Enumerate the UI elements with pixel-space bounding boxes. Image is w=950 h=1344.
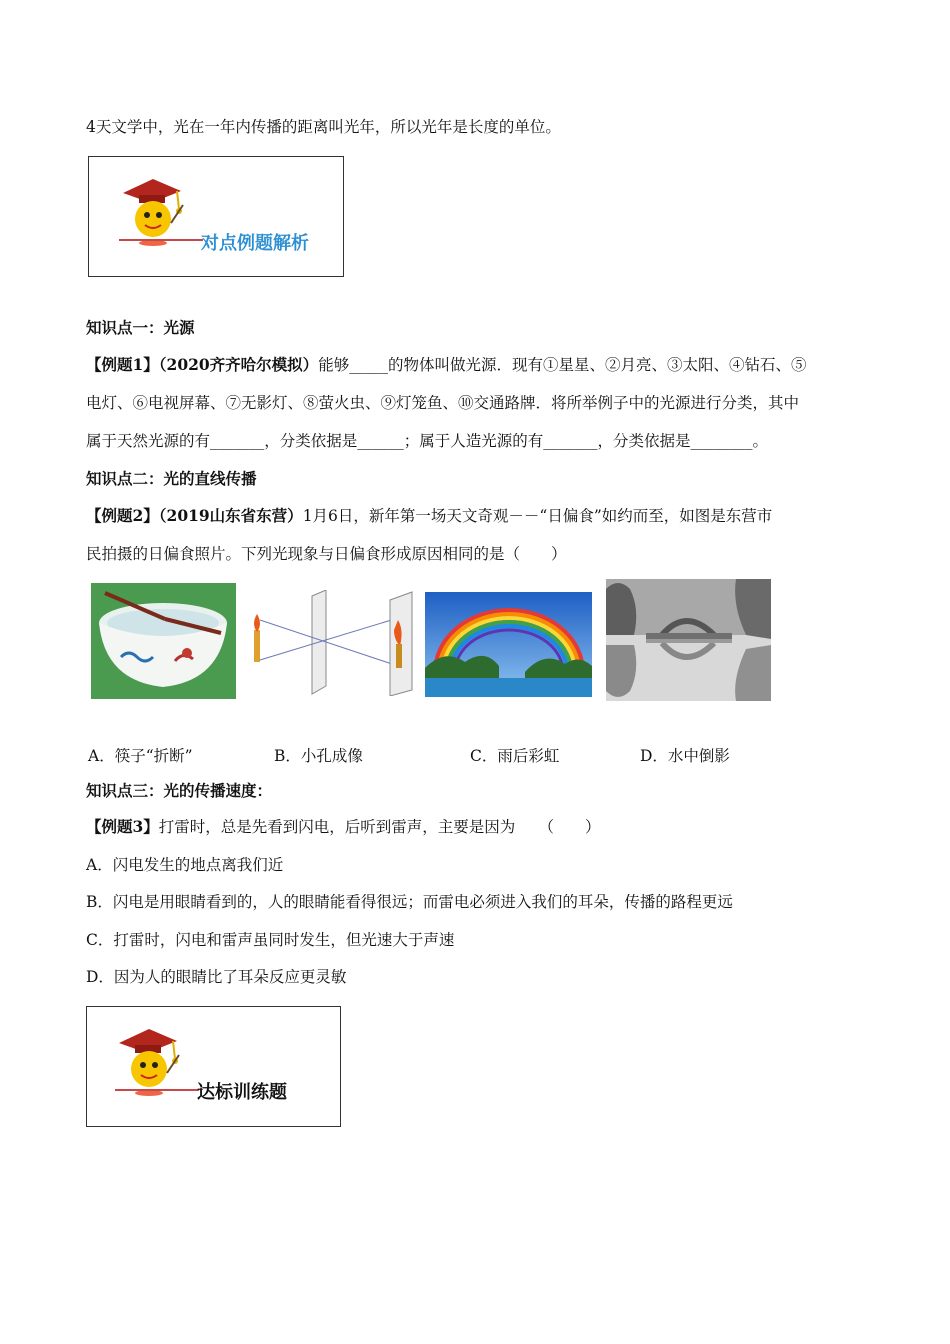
- example-1-line-1: [86, 355, 806, 375]
- example-3-option-c: C．打雷时，闪电和雷声虽同时发生，但光速大于声速: [86, 931, 455, 949]
- image-chopstick-bowl: [91, 583, 236, 699]
- example-source: （2020齐齐哈尔模拟）: [158, 355, 319, 374]
- section-banner-examples: [88, 156, 344, 277]
- example-tag: 【例题3】: [86, 817, 159, 836]
- section-banner-training: [86, 1006, 341, 1127]
- knowledge-point-1: 知识点一：光源: [86, 318, 195, 337]
- example-tag: 【例题2】: [86, 506, 159, 525]
- mascot-icon: [115, 173, 195, 247]
- example-3-option-b: B．闪电是用眼睛看到的，人的眼睛能看得很远；而雷电必须进入我们的耳朵，传播的路程更远: [86, 893, 733, 911]
- example-3-option-d: D．因为人的眼睛比了耳朵反应更灵敏: [86, 968, 347, 986]
- knowledge-point-3: 知识点三：光的传播速度：: [86, 781, 273, 800]
- option-b: B．小孔成像: [274, 747, 363, 765]
- example-3-option-a: A．闪电发生的地点离我们近: [86, 856, 284, 874]
- intro-text: 4天文学中，光在一年内传播的距离叫光年，所以光年是长度的单位。: [86, 118, 561, 136]
- option-a: A．筷子“折断”: [88, 747, 193, 765]
- example-tag: 【例题1】: [86, 355, 159, 374]
- banner-underline: [119, 239, 203, 241]
- example-1-line-3: 属于天然光源的有_______，分类依据是______；属于人造光源的有_______，分类依据是________。: [86, 432, 769, 450]
- image-rainbow: [425, 592, 592, 697]
- image-water-reflection: [606, 579, 771, 701]
- example-3-line-1: [86, 817, 601, 837]
- example-text: 1月6日，新年第一场天文奇观－－“日偏食”如约而至，如图是东营市: [302, 507, 773, 525]
- example-source: （2019山东省东营）: [158, 506, 303, 525]
- option-c: C．雨后彩虹: [470, 747, 560, 765]
- banner-title: 对点例题解析: [201, 233, 309, 254]
- knowledge-point-2: 知识点二：光的直线传播: [86, 469, 257, 488]
- example-text: 打雷时，总是先看到闪电，后听到雷声，主要是因为 （ ）: [158, 818, 601, 836]
- example-text: 能够_____的物体叫做光源．现有①星星、②月亮、③太阳、④钻石、⑤: [318, 356, 807, 374]
- option-d: D．水中倒影: [640, 747, 730, 765]
- example-1-line-2: 电灯、⑥电视屏幕、⑦无影灯、⑧萤火虫、⑨灯笼鱼、⑩交通路牌．将所举例子中的光源进行分类，其中: [86, 394, 800, 412]
- image-pinhole: [246, 590, 416, 696]
- mascot-icon: [111, 1023, 191, 1097]
- banner-title: 达标训练题: [197, 1082, 287, 1103]
- example-2-line-2: 民拍摄的日偏食照片。下列光现象与日偏食形成原因相同的是（ ）: [86, 545, 567, 563]
- example-2-line-1: [86, 506, 772, 526]
- banner-underline: [115, 1089, 199, 1091]
